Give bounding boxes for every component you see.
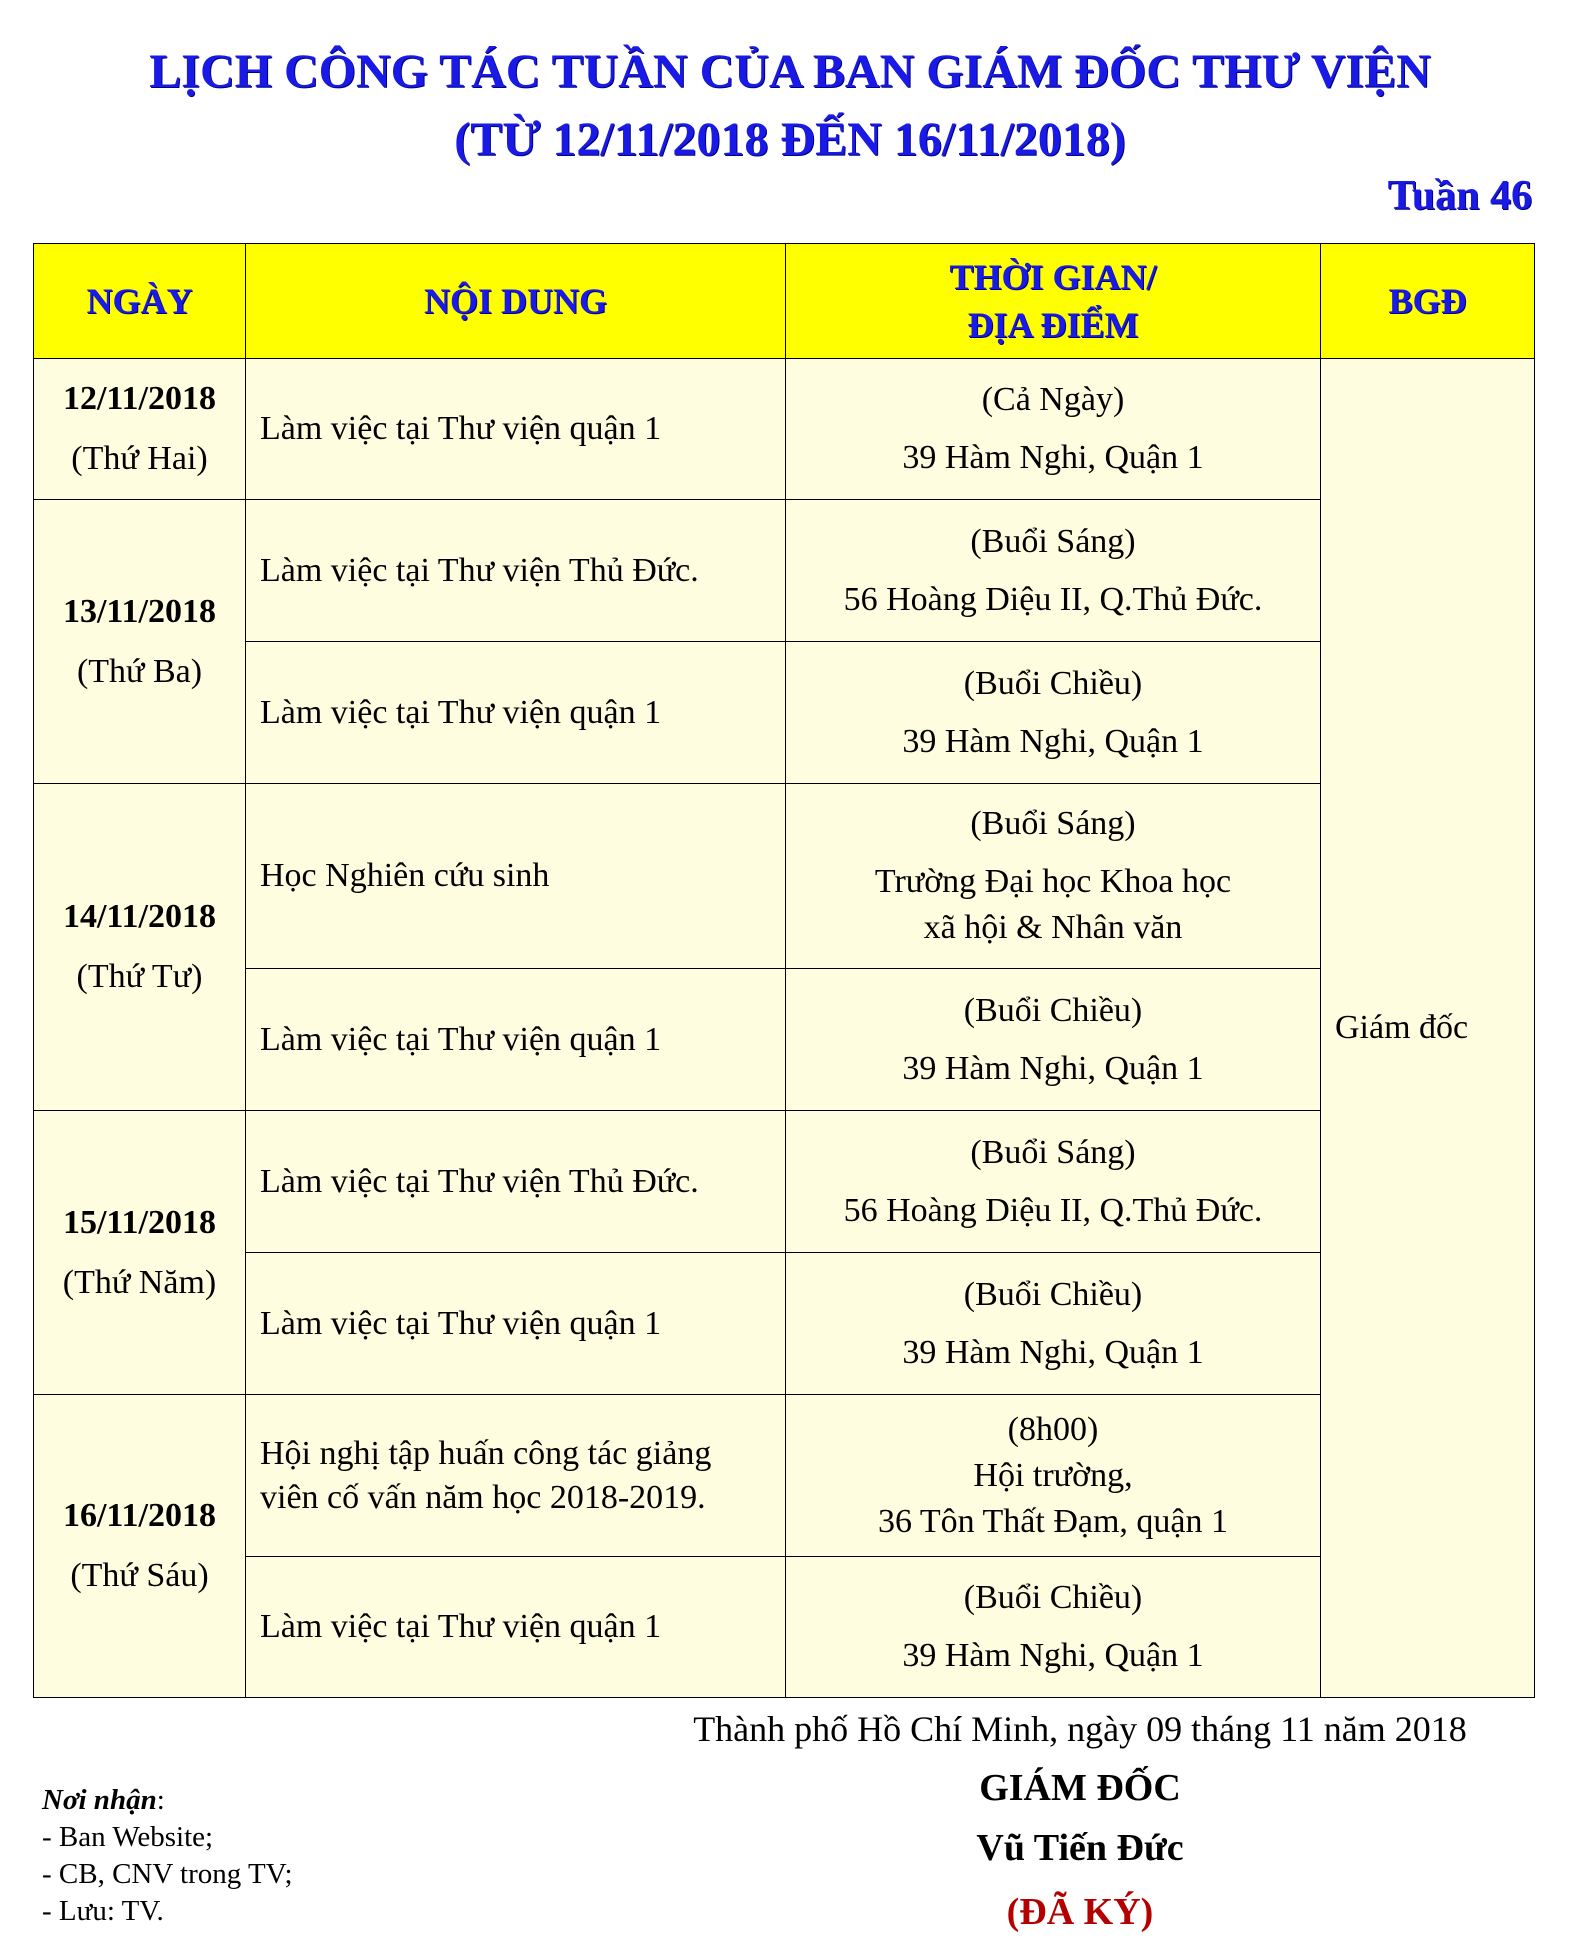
weekday: (Thứ Hai) [71,440,208,477]
recipient-item: - CB, CNV trong TV; [42,1858,293,1890]
recipients-colon: : [156,1784,165,1816]
time: (Buổi Sáng) [970,805,1136,842]
content-cell: Làm việc tại Thư viện quận 1 [246,359,786,500]
bgd-cell: Giám đốc [1321,359,1535,1698]
header-bgd: BGĐ [1321,244,1535,359]
time-place-cell [786,784,1321,969]
recipient-item: - Lưu: TV. [42,1895,164,1927]
table-row [34,969,1535,1111]
place: 56 Hoàng Diệu II, Q.Thủ Đức. [843,580,1263,618]
date-cell [34,784,246,1111]
date: 12/11/2018 [62,380,217,417]
place: 39 Hàm Nghi, Quận 1 [902,439,1204,476]
time: (Buổi Chiều) [963,1579,1143,1616]
date: 13/11/2018 [62,592,217,630]
place: Hội trường, [973,1456,1133,1494]
place-line2: 36 Tôn Thất Đạm, quận 1 [877,1502,1229,1540]
place-line2: xã hội & Nhân văn [923,909,1183,946]
table-row [34,1557,1535,1698]
content-cell: Làm việc tại Thư viện quận 1 [246,1253,786,1395]
time-place-cell [786,1395,1321,1557]
time: (8h00) [1007,1410,1099,1448]
date-cell [34,1395,246,1698]
time: (Buổi Sáng) [970,522,1136,560]
place: Trường Đại học Khoa học [874,863,1232,900]
document-title: LỊCH CÔNG TÁC TUẦN CỦA BAN GIÁM ĐỐC THƯ VIỆN [149,45,1431,98]
date: 14/11/2018 [62,898,217,935]
time-place-cell [786,1111,1321,1253]
table-row [34,642,1535,784]
time: (Buổi Chiều) [963,664,1143,702]
table-row [34,359,1535,500]
header-date: NGÀY [34,244,246,359]
sign-date: Thành phố Hồ Chí Minh, ngày 09 tháng 11 năm 2018 [693,1709,1467,1749]
table-row [34,1395,1535,1557]
signer-name: Vũ Tiến Đức [976,1827,1184,1869]
content-cell [246,1395,786,1557]
place: 56 Hoàng Diệu II, Q.Thủ Đức. [843,1191,1263,1229]
weekday: (Thứ Sáu) [70,1557,209,1594]
place: 39 Hàm Nghi, Quận 1 [902,1637,1204,1674]
time-place-cell [786,969,1321,1111]
recipient-item: - Ban Website; [42,1821,214,1853]
date: 16/11/2018 [62,1497,217,1534]
content-cell: Làm việc tại Thư viện Thủ Đức. [246,500,786,642]
time-place-cell [786,359,1321,500]
header-time: THỜI GIAN/ [949,257,1157,297]
content-line2: viên cố vấn năm học 2018-2019. [260,1478,706,1516]
table-row [34,1253,1535,1395]
table-row [34,1111,1535,1253]
date-cell [34,1111,246,1395]
content-cell: Học Nghiên cứu sinh [246,784,786,969]
time: (Buổi Chiều) [963,1275,1143,1313]
table-row [34,500,1535,642]
date-cell [34,359,246,500]
weekday: (Thứ Tư) [76,958,203,995]
date-cell [34,500,246,784]
schedule-table [33,243,1535,1698]
time: (Buổi Sáng) [970,1133,1136,1171]
time-place-cell [786,1557,1321,1698]
content-cell: Làm việc tại Thư viện quận 1 [246,1557,786,1698]
document-date-range: (TỪ 12/11/2018 ĐẾN 16/11/2018) [454,113,1126,166]
date: 15/11/2018 [62,1203,217,1241]
time: (Cả Ngày) [981,381,1125,418]
weekday: (Thứ Năm) [62,1263,217,1301]
time-place-cell [786,1253,1321,1395]
place: 39 Hàm Nghi, Quận 1 [902,1333,1204,1371]
time-place-cell [786,642,1321,784]
weekday: (Thứ Ba) [76,652,203,690]
header-content: NỘI DUNG [246,244,786,359]
week-number: Tuần 46 [1387,173,1532,219]
content-cell: Làm việc tại Thư viện Thủ Đức. [246,1111,786,1253]
content-cell: Làm việc tại Thư viện quận 1 [246,969,786,1111]
place: 39 Hàm Nghi, Quận 1 [902,1049,1204,1087]
place: 39 Hàm Nghi, Quận 1 [902,722,1204,760]
time: (Buổi Chiều) [963,991,1143,1029]
recipients-block [42,1782,293,1930]
content-cell: Làm việc tại Thư viện quận 1 [246,642,786,784]
signer-position: GIÁM ĐỐC [979,1767,1181,1809]
header-place: ĐỊA ĐIỂM [967,305,1139,345]
signed-stamp: (ĐÃ KÝ) [1006,1891,1154,1933]
recipients-heading: Nơi nhận [42,1784,157,1816]
table-row [34,784,1535,969]
header-time-place [786,244,1321,359]
time-place-cell [786,500,1321,642]
header-row [34,244,1535,359]
content-line1: Hội nghị tập huấn công tác giảng [260,1434,712,1472]
